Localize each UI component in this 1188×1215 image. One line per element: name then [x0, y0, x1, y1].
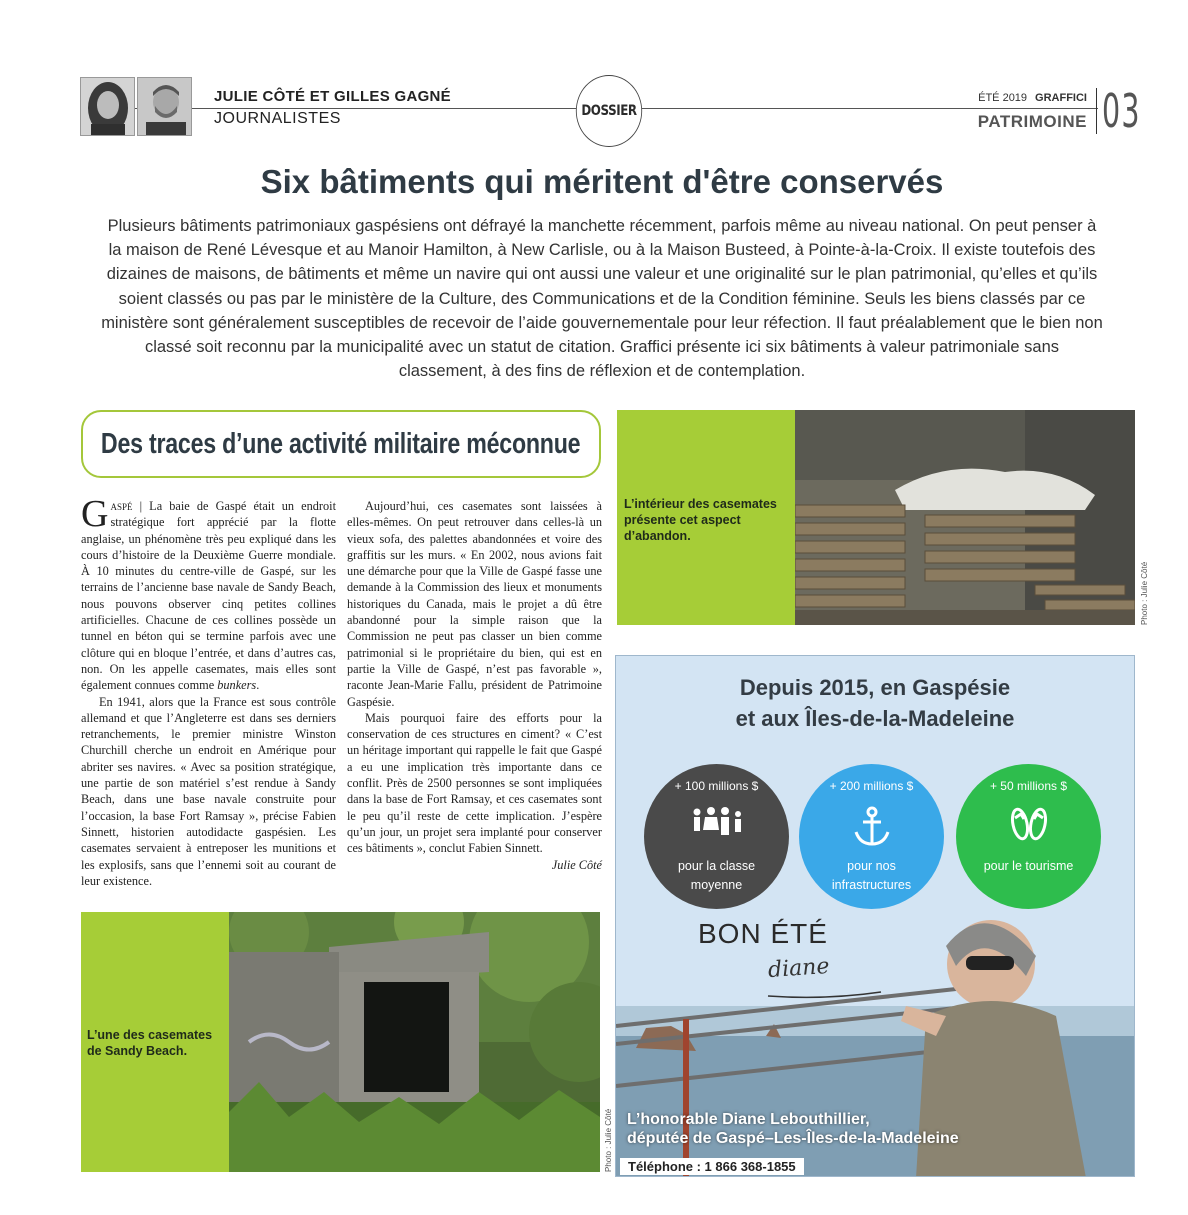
issue-info [930, 92, 1087, 104]
page-number: 03 [1102, 84, 1141, 138]
article-column-1 [81, 493, 336, 889]
author-photo-gilles [137, 77, 192, 136]
article-paragraph: Mais pourquoi faire des efforts pour la conservation de ces structures en ciment? « C’est un héritage important qui rappelle le fait que Gaspé a eu une implication très importante dans ce conflit. Près de 2500 personnes se sont impliquées dans la base de Fort Ramsay, et ces casemates sont le peu qu’il reste de cette implication. J’espère qu’un jour, un projet sera implanté pour conserver ces bâtiments », conclut Fabien Sinnett. [347, 710, 602, 856]
photo-credit: Photo : Julie Côté [604, 1108, 613, 1172]
funding-circle-infrastructure: + 200 millions $ pour nos infrastructures [799, 764, 944, 909]
article-paragraph: En 1941, alors que la France est sous contrôle allemand et que l’Angleterre est dans ses derniers retranchements, le premier ministre Winston Churchill cherche un endroit en Amérique pour abriter ses navires. « Avec sa position stratégique, une partie de son matériel s’est rendue à Sandy Beach, dans une base navale construite pour l’occasion, la base Fort Ramsay », précise Fabien Sinnett, historien autodidacte gaspésien. Les casemates servaient à entreposer les munitions et les explosifs, sans que l’ennemi soit au courant de leur existence. [81, 694, 336, 888]
ad-mp-name: L’honorable Diane Lebouthillier, députée de Gaspé–Les-Îles-de-la-Madeleine [627, 1111, 959, 1147]
article-subhead: Des traces d’une activité militaire méconnue [101, 427, 581, 460]
author-names: JULIE CÔTÉ ET GILLES GAGNÉ [214, 88, 451, 105]
casemate-interior-photo [795, 410, 1135, 625]
interior-caption: L’intérieur des casemates présente cet aspect d’abandon. [624, 497, 777, 543]
ad-greeting: BON ÉTÉ [698, 918, 828, 949]
funding-circle-tourism: + 50 millions $ pour le tourisme [956, 764, 1101, 909]
bunker-caption: L’une des casemates de Sandy Beach. [87, 1028, 213, 1058]
political-ad [615, 655, 1135, 1177]
author-role: JOURNALISTES [214, 110, 341, 127]
funding-circle-middle-class: + 100 millions $ pour la classe moyenne [644, 764, 789, 909]
article-paragraph: Gaspé | La baie de Gaspé était un endroit stratégique fort apprécié par la flotte anglaise, un phénomène très peu expliqué dans les cours d’histoire de la Deuxième Guerre mondiale. À 10 minutes du centre-ville de Gaspé, sur les terrains de l’ancienne base navale de Sandy Beach, nous pouvons observer cinq petites collines artificielles. Chacune de ces collines possède un tunnel en béton qui se termine parfois avec une clôture qui en bloque l’entrée, et dans d’autres cas, non. On les appelle casemates, mais elles sont également connues comme bunkers. [81, 493, 336, 693]
bunker-photo [229, 912, 600, 1172]
family-icon [644, 806, 789, 838]
ad-background [616, 656, 1135, 1177]
drop-cap: G [81, 493, 109, 535]
ad-signature: diane [767, 953, 831, 984]
article-signature: Julie Côté [551, 857, 602, 872]
headline: Six bâtiments qui méritent d'être conservés [260, 163, 944, 200]
article-subhead-box [81, 410, 601, 478]
section-name: PATRIMOINE [977, 112, 1087, 131]
ad-phone: Téléphone : 1 866 368-1855 [620, 1158, 804, 1175]
signature-underline [766, 986, 886, 1006]
flip-flops-icon [956, 806, 1101, 842]
issue-date: ÉTÉ 2019 [978, 92, 1028, 104]
dateline: aspé [110, 499, 133, 513]
dossier-badge: DOSSIER [576, 75, 642, 147]
author-photo-julie [80, 77, 135, 136]
page-number-divider [1096, 88, 1097, 134]
publication-name: GRAFFICI [1035, 92, 1087, 104]
ad-title: Depuis 2015, en Gaspésie et aux Îles-de-la-Madeleine [735, 675, 1015, 731]
article-paragraph: Aujourd’hui, ces casemates sont laissées à elles-mêmes. On peut retrouver dans celles-là un vieux sofa, des palettes abandonnées et voire des graffitis sur les murs. « En 2002, nous avions fait une démarche pour que la Ville de Gaspé fasse une demande à la Commission des lieux et monuments historiques du Canada, mais le projet a dû être abandonné pour la simple raison que la Commission ne peut pas classer un bien comme patrimonial si le propriétaire du bien, qui est en partie la Ville de Gaspé, n’est pas favorable », raconte Jean-Marie Fallu, président de Patrimoine Gaspésie. [347, 499, 602, 709]
anchor-icon [799, 806, 944, 848]
article-column-2 [347, 498, 602, 873]
photo-credit: Photo : Julie Côté [1140, 561, 1149, 625]
intro-paragraph: Plusieurs bâtiments patrimoniaux gaspésiens ont défrayé la manchette récemment, parfois même au niveau national. On peut penser à la maison de René Lévesque et au Manoir Hamilton, à New Carlisle, ou à la Maison Busteed, à Pointe-à-la-Croix. Il existe toutefois des dizaines de maisons, de bâtiments et même un navire qui ont aussi une valeur et une originalité sur le plan patrimonial, qu’elles et qu’ils soient classés ou pas par le ministère de la Culture, des Communications et de la Condition féminine. Seuls les biens classés par ce ministère sont généralement susceptibles de recevoir de l’aide gouvernementale pour leur réfection. Il faut préalablement que le bien non classé soit reconnu par la municipalité avec un statut de citation. Graffici présente ici six bâtiments à valeur patrimoniale sans classement, à des fins de réflexion et de contemplation. [101, 217, 1103, 381]
